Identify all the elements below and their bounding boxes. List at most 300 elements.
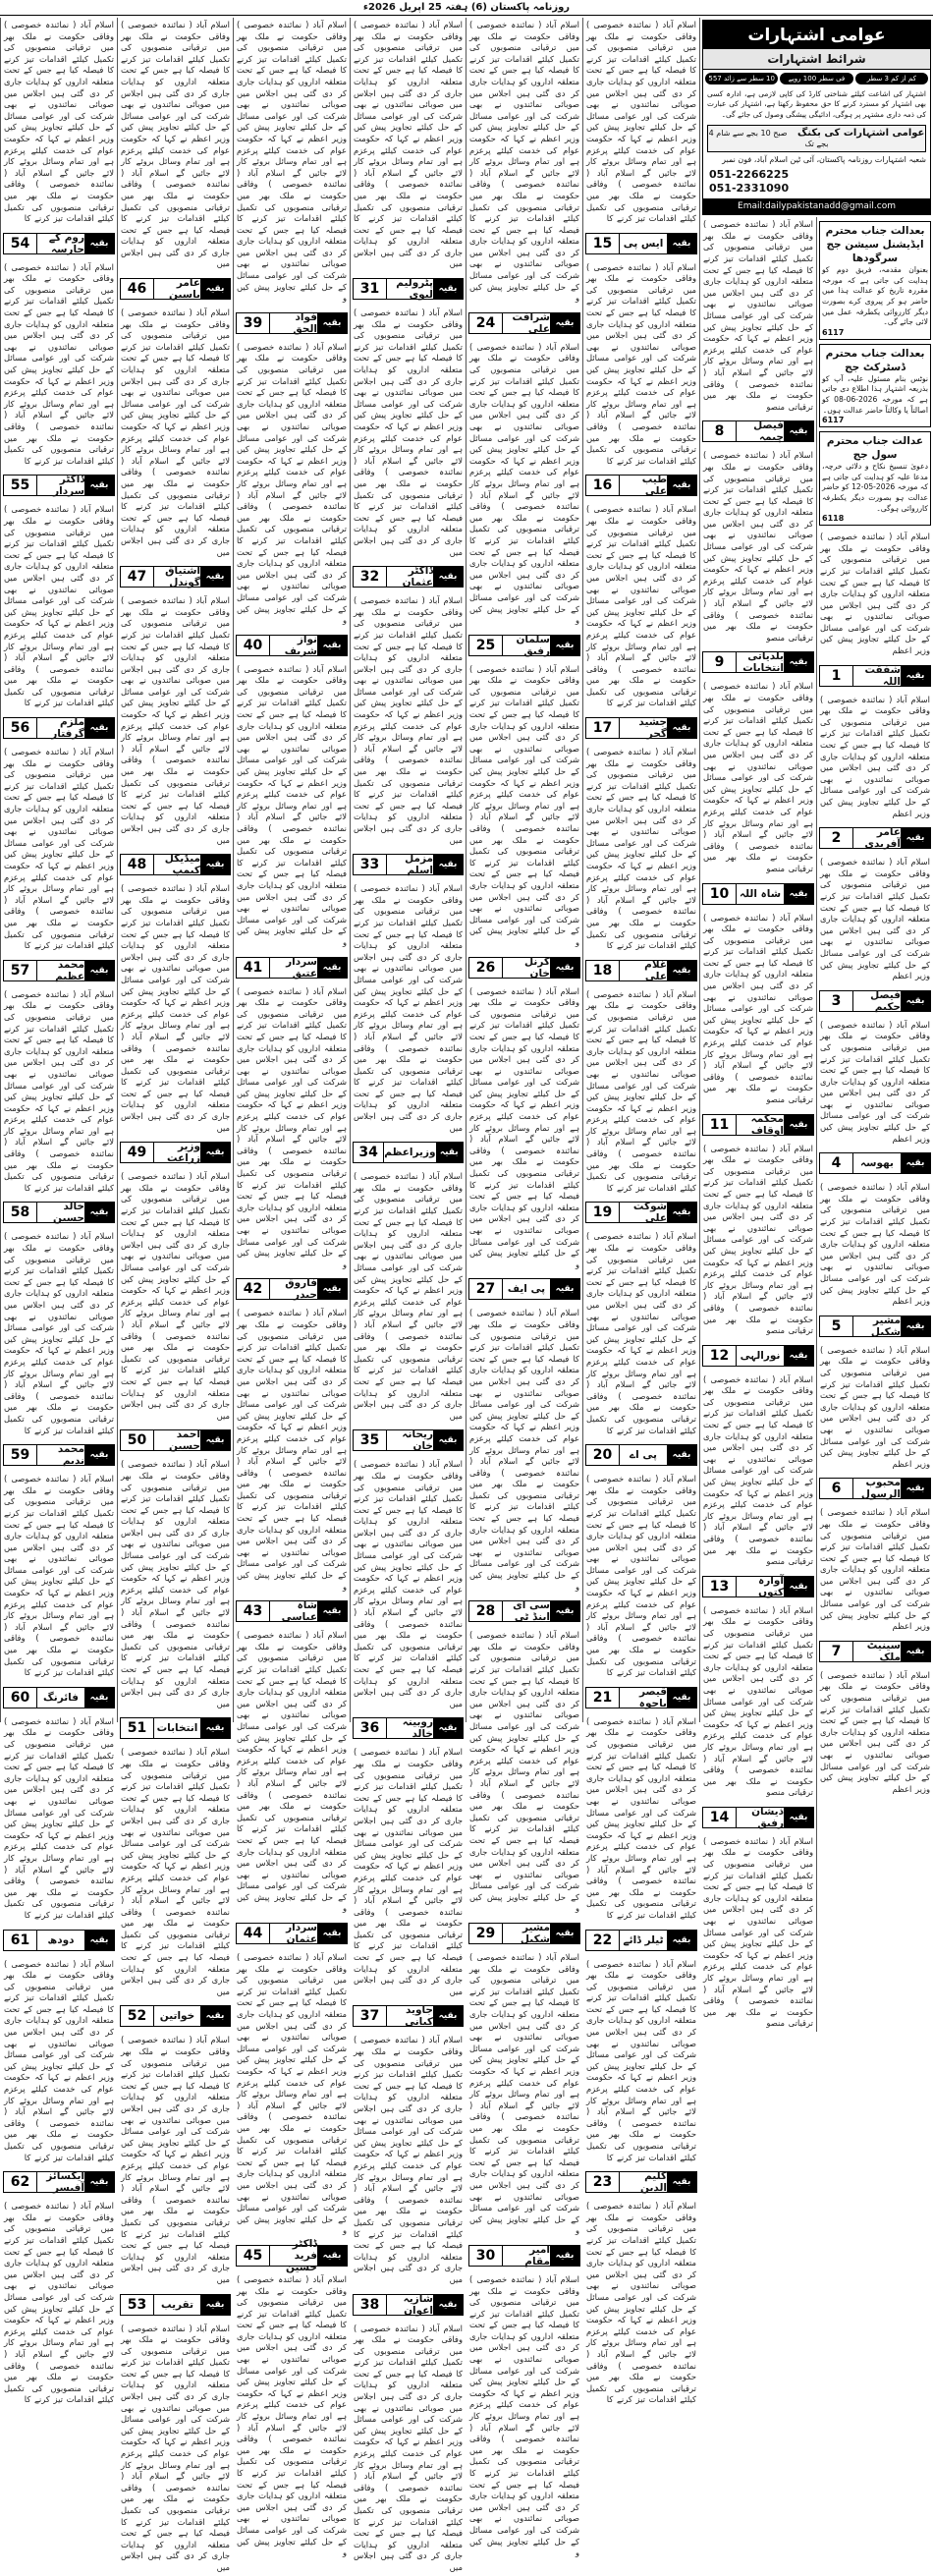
continuation-tag: بقیہ — [317, 636, 347, 655]
continuation-tag: بقیہ — [784, 1115, 813, 1135]
continuation-tag: بقیہ — [784, 884, 813, 904]
court-notice — [819, 431, 931, 526]
continuation-title: جاوید کیانی — [387, 2006, 433, 2026]
continuation-title: غلام علی — [620, 961, 667, 980]
continuation-tag: بقیہ — [84, 718, 114, 738]
continuation-title: پٹرولیم لیوی — [387, 279, 433, 299]
column-5 — [466, 18, 582, 2558]
article-text: اسلام آباد ( نمائندہ خصوصی ) وفاقی حکومت نے ملک بھر میں ترقیاتی منصوبوں کی تکمیل کیلئے اقدامات تیز کرنے کا فیصلہ کیا ہے جس کے تحت متعلقہ اداروں کو ہدایات جاری کر دی گئی ہیں اجلاس میں صوبائی نمائندوں نے بھی شرکت کی اور عوامی مسائل کے حل کیلئے تجاویز پیش کیں وزیر اعظم نے کہا کہ حکومت عوام کی خدمت کیلئے پرعزم ہے اور تمام وسائل بروئے کار لائے جائیں گے اسلام آباد ( نمائندہ خصوصی ) وفاقی حکومت نے ملک بھر میں ترقیاتی منصوبوں کی تکمیل کیلئے اقدامات تیز کرنے کا — [4, 20, 114, 224]
article-text: اسلام آباد ( نمائندہ خصوصی ) وفاقی حکومت نے ملک بھر میں ترقیاتی منصوبوں کی تکمیل کیلئے اقدامات تیز کرنے کا فیصلہ کیا ہے جس کے تحت متعلقہ اداروں کو ہدایات جاری کر دی گئی ہیں اجلاس میں صوبائی نمائندوں نے بھی شرکت کی اور عوامی مسائل کے حل کیلئے تجاویز پیش کیں وزیر اعظم — [820, 857, 930, 981]
continuation-title: امیر مقام — [503, 2246, 550, 2266]
continuation-header — [702, 1114, 814, 1136]
continuation-title: عامر یاسین — [154, 279, 200, 299]
continuation-number: 3 — [820, 991, 853, 1011]
continuation-title: مشیر شکیل — [503, 1924, 550, 1943]
article-text: اسلام آباد ( نمائندہ خصوصی ) وفاقی حکومت نے ملک بھر میں ترقیاتی منصوبوں کی تکمیل کیلئے اقدامات تیز کرنے کا فیصلہ کیا ہے جس کے تحت متعلقہ اداروں کو ہدایات جاری کر دی گئی ہیں اجلاس میں صوبائی نمائندوں نے بھی شرکت کی اور عوامی مسائل کے حل کیلئے تجاویز پیش کیں وزیر اعظم نے کہا کہ حکومت عوام کی خدمت کیلئے پرعزم ہے اور تمام وسائل بروئے کار لائے جائیں گے اسلام آباد ( نمائندہ خصوصی ) وفاقی حکومت نے ملک بھر میں ترقیاتی منصوبوں کی تکمیل کیلئے اقدامات تیز کرنے کا — [586, 988, 696, 1193]
continuation-tag: بقیہ — [901, 1153, 930, 1173]
article-text: اسلام آباد ( نمائندہ خصوصی ) وفاقی حکومت نے ملک بھر میں ترقیاتی منصوبوں کی تکمیل کیلئے اقدامات تیز کرنے کا فیصلہ کیا ہے جس کے تحت متعلقہ اداروں کو ہدایات جاری کر دی گئی ہیں اجلاس میں صوبائی نمائندوں نے بھی شرکت کی اور عوامی مسائل کے حل کیلئے تجاویز پیش کیں وزیر اعظم — [820, 694, 930, 818]
continuation-title: خواتین — [154, 2006, 200, 2026]
ads-column — [699, 18, 933, 2029]
continuation-header — [120, 1717, 231, 1739]
continuation-tag: بقیہ — [84, 2172, 114, 2192]
continuation-title: محمد ندیم — [37, 1445, 84, 1465]
continuation-header — [702, 651, 814, 673]
continuation-tag: بقیہ — [433, 567, 463, 587]
continuation-title: خالد حسین — [37, 1203, 84, 1222]
continuation-header — [585, 2171, 697, 2193]
continuation-tag: بقیہ — [436, 1143, 463, 1162]
continuation-number: 18 — [586, 961, 620, 980]
article-text: اسلام آباد ( نمائندہ خصوصی ) وفاقی حکومت نے ملک بھر میں ترقیاتی منصوبوں کی تکمیل کیلئے اقدامات تیز کرنے کا فیصلہ کیا ہے جس کے تحت متعلقہ اداروں کو ہدایات جاری کر دی گئی ہیں اجلاس میں صوبائی نمائندوں نے بھی شرکت کی اور عوامی مسائل کے حل کیلئے تجاویز پیش کیں وزیر اعظم نے کہا کہ حکومت عوام کی خدمت کیلئے پرعزم ہے اور تمام وسائل بروئے کار لائے جائیں گے اسلام آباد ( نمائندہ خصوصی ) وفاقی حکومت نے ملک بھر میں ترقیاتی منصوبوں کی تکمیل کیلئے اقدامات تیز کرنے کا فیصلہ کیا ہے جس کے تحت متعلقہ اداروں کو ہدایات جاری کر دی گئی ہیں اجلاس میں — [354, 1747, 463, 1996]
continuation-title: نواز شریف — [270, 636, 317, 655]
continuation-header — [3, 233, 115, 254]
court-heading: بعدالت جناب محترم ایڈیشنل سیشن جج سرگودھا — [825, 225, 925, 265]
continuation-tag: بقیہ — [901, 1642, 930, 1661]
continuation-number: 4 — [820, 1153, 853, 1173]
continuation-header — [585, 1202, 697, 1223]
continuation-number: 9 — [703, 652, 737, 672]
continuation-header — [3, 1202, 115, 1223]
article-text: اسلام آباد ( نمائندہ خصوصی ) وفاقی حکومت نے ملک بھر میں ترقیاتی منصوبوں کی تکمیل کیلئے اقدامات تیز کرنے کا فیصلہ کیا ہے جس کے تحت متعلقہ اداروں کو ہدایات جاری کر دی گئی ہیں اجلاس میں صوبائی نمائندوں نے بھی شرکت کی اور عوامی مسائل کے حل کیلئے تجاویز پیش کیں وزیر اعظم نے کہا کہ حکومت عوام کی خدمت کیلئے پرعزم ہے اور تمام وسائل بروئے کار لائے جائیں گے اسلام آباد ( نمائندہ خصوصی ) وفاقی حکومت نے ملک بھر میں ترقیاتی منصو — [703, 912, 813, 1104]
phone-number: 051-2266225 — [709, 168, 790, 182]
continuation-number: 47 — [121, 567, 154, 587]
continuation-number: 32 — [354, 567, 387, 587]
continuation-header — [353, 1142, 464, 1163]
continuation-header — [468, 2245, 580, 2267]
continuation-header — [120, 2294, 231, 2316]
continuation-title: پی اے — [620, 1445, 667, 1465]
booking-title: عوامی اشتہارات کی بکنگ — [797, 128, 925, 140]
continuation-number: 50 — [121, 1430, 154, 1450]
continuation-title: روبینہ خالد — [387, 1718, 433, 1738]
continuation-header — [353, 2005, 464, 2027]
continuation-title: قیصر باجوہ — [620, 1688, 667, 1708]
continuation-number: 46 — [121, 279, 154, 299]
ads-heading: عوامی اشتہارات — [703, 21, 930, 49]
continuation-title: جشید گجر — [620, 718, 667, 738]
continuation-tag: بقیہ — [550, 636, 579, 655]
continuation-number: 13 — [703, 1577, 737, 1596]
continuation-tag: بقیہ — [433, 2006, 463, 2026]
article-text: اسلام آباد ( نمائندہ خصوصی ) وفاقی حکومت نے ملک بھر میں ترقیاتی منصوبوں کی تکمیل کیلئے اقدامات تیز کرنے کا فیصلہ کیا ہے جس کے تحت متعلقہ اداروں کو ہدایات جاری کر دی گئی ہیں اجلاس میں صوبائی نمائندوں نے بھی شرکت کی اور عوامی مسائل کے حل کیلئے تجاویز پیش کیں وزیر اعظم نے کہا کہ حکومت عوام کی خدمت کیلئے پرعزم ہے اور تمام وسائل بروئے کار لائے جائیں گے اسلام آباد ( نمائندہ خصوصی ) وفاقی حکومت نے ملک بھر میں ترقیاتی منصوبوں کی تکمیل کیلئے اقدامات تیز کرنے کا فیصلہ کیا ہے جس کے تحت متعلقہ اداروں کو ہدایات جاری کر دی گئی ہیں اجلاس میں — [121, 1747, 230, 1996]
continuation-number: 48 — [121, 855, 154, 874]
article-text: اسلام آباد ( نمائندہ خصوصی ) وفاقی حکومت نے ملک بھر میں ترقیاتی منصوبوں کی تکمیل کیلئے اقدامات تیز کرنے کا فیصلہ کیا ہے جس کے تحت متعلقہ اداروں کو ہدایات جاری کر دی گئی ہیں اجلاس میں صوبائی نمائندوں نے بھی شرکت کی اور عوامی مسائل کے حل کیلئے تجاویز پیش کیں وزیر اعظم نے کہا کہ حکومت عوام کی خدمت کیلئے پرعزم ہے اور تمام وسائل بروئے کار لائے جائیں گے اسلام آباد ( نمائندہ خصوصی ) وفاقی حکومت نے ملک بھر میں ترقیاتی منصوبوں کی تکمیل کیلئے اقدامات تیز کرنے کا فیصلہ کیا ہے جس کے تحت متعلقہ اداروں کو ہدایات جاری کر دی گئی ہیں اجلاس میں — [354, 1171, 463, 1421]
article-text: اسلام آباد ( نمائندہ خصوصی ) وفاقی حکومت نے ملک بھر میں ترقیاتی منصوبوں کی تکمیل کیلئے اقدامات تیز کرنے کا فیصلہ کیا ہے جس کے تحت متعلقہ اداروں کو ہدایات جاری کر دی گئی ہیں اجلاس میں صوبائی نمائندوں نے بھی شرکت کی اور عوامی مسائل کے حل کیلئے تجاویز پیش کیں وزیر اعظم نے کہا کہ حکومت عوام کی خدمت کیلئے پرعزم ہے اور تمام وسائل بروئے کار لائے جائیں گے اسلام آباد ( نمائندہ خصوصی ) وفاقی حکومت نے ملک بھر میں ترقیاتی منصو — [703, 450, 813, 643]
article-text: اسلام آباد ( نمائندہ خصوصی ) وفاقی حکومت نے ملک بھر میں ترقیاتی منصوبوں کی تکمیل کیلئے اقدامات تیز کرنے کا فیصلہ کیا ہے جس کے تحت متعلقہ اداروں کو ہدایات جاری کر دی گئی ہیں اجلاس میں صوبائی نمائندوں نے بھی شرکت کی اور عوامی مسائل کے حل کیلئے تجاویز پیش کیں وزیر اعظم نے کہا کہ حکومت عوام کی خدمت کیلئے پرعزم ہے اور تمام وسائل بروئے کار لائے جائیں گے اسلام آباد ( نمائندہ خصوصی ) وفاقی حکومت نے ملک بھر میں ترقیاتی منصوبوں کی تکمیل کیلئے اقدامات تیز کرنے کا فیصلہ کیا ہے جس کے تحت متعلقہ اداروں کو ہدایات جاری کر دی گئی ہیں اجلاس میں صوبائی نمائندوں نے بھی شرکت کی اور عوامی مسائل کے حل کیلئے تجاویز پیش کیں و — [237, 985, 347, 1269]
continuation-tag: بقیہ — [317, 1601, 347, 1621]
continuation-header — [120, 1429, 231, 1451]
continuation-number: 21 — [586, 1688, 620, 1708]
continuation-number: 25 — [469, 636, 503, 655]
continuation-tag: بقیہ — [667, 234, 696, 253]
continuation-tag: بقیہ — [200, 1143, 230, 1162]
continuation-number: 26 — [469, 958, 503, 978]
continuation-tag: بقیہ — [901, 1316, 930, 1336]
continuation-header — [353, 2294, 464, 2316]
article-text: اسلام آباد ( نمائندہ خصوصی ) وفاقی حکومت نے ملک بھر میں ترقیاتی منصوبوں کی تکمیل کیلئے اقدامات تیز کرنے کا فیصلہ کیا ہے جس کے تحت متعلقہ اداروں کو ہدایات جاری کر دی گئی ہیں اجلاس میں صوبائی نمائندوں نے بھی شرکت کی اور عوامی مسائل کے حل کیلئے تجاویز پیش کیں وزیر اعظم نے کہا کہ حکومت عوام کی خدمت کیلئے پرعزم ہے اور تمام وسائل بروئے کار لائے جائیں گے اسلام آباد ( نمائندہ خصوصی ) وفاقی حکومت نے ملک بھر میں ترقیاتی منصوبوں کی تکمیل کیلئے اقدامات تیز کرنے کا فیصلہ کیا ہے جس کے تحت متعلقہ اداروں کو ہدایات جاری کر دی گئی ہیں اجلاس میں — [121, 883, 230, 1133]
continuation-title: ڈاکٹر عثمان — [387, 567, 433, 587]
continuation-number: 20 — [586, 1445, 620, 1465]
continuation-title: وزیر زراعت — [154, 1143, 200, 1162]
continuation-title: پی ایف — [503, 1279, 550, 1299]
continuation-tag: بقیہ — [901, 828, 930, 848]
column-7 — [700, 217, 816, 2032]
continuation-title: ریحانہ خان — [387, 1430, 433, 1450]
continuation-number: 23 — [586, 2172, 620, 2192]
continuation-header — [120, 2005, 231, 2027]
article-text: اسلام آباد ( نمائندہ خصوصی ) وفاقی حکومت نے ملک بھر میں ترقیاتی منصوبوں کی تکمیل کیلئے اقدامات تیز کرنے کا فیصلہ کیا ہے جس کے تحت متعلقہ اداروں کو ہدایات جاری کر دی گئی ہیں اجلاس میں صوبائی نمائندوں نے بھی شرکت کی اور عوامی مسائل کے حل کیلئے تجاویز پیش کیں وزیر اعظم نے کہا کہ حکومت عوام کی خدمت کیلئے پرعزم ہے اور تمام وسائل بروئے کار لائے جائیں گے اسلام آباد ( نمائندہ خصوصی ) وفاقی حکومت نے ملک بھر میں ترقیاتی منصوبوں کی تکمیل کیلئے اقدامات تیز کرنے کا — [4, 261, 114, 466]
court-footer: 6117 — [822, 416, 845, 425]
continuation-tag: بقیہ — [200, 1430, 230, 1450]
continuation-header — [236, 635, 348, 656]
continuation-number: 6 — [820, 1479, 853, 1498]
continuation-tag: بقیہ — [433, 279, 463, 299]
article-text: اسلام آباد ( نمائندہ خصوصی ) وفاقی حکومت نے ملک بھر میں ترقیاتی منصوبوں کی تکمیل کیلئے اقدامات تیز کرنے کا فیصلہ کیا ہے جس کے تحت متعلقہ اداروں کو ہدایات جاری کر دی گئی ہیں اجلاس میں صوبائی نمائندوں نے بھی شرکت کی اور عوامی مسائل کے حل کیلئے تجاویز پیش کیں وزیر اعظم نے کہا کہ حکومت عوام کی خدمت کیلئے پرعزم ہے اور تمام وسائل بروئے کار لائے جائیں گے اسلام آباد ( نمائندہ خصوصی ) وفاقی حکومت نے ملک بھر میں ترقیاتی منصو — [703, 219, 813, 412]
article-text: اسلام آباد ( نمائندہ خصوصی ) وفاقی حکومت نے ملک بھر میں ترقیاتی منصوبوں کی تکمیل کیلئے اقدامات تیز کرنے کا فیصلہ کیا ہے جس کے تحت متعلقہ اداروں کو ہدایات جاری کر دی گئی ہیں اجلاس میں صوبائی نمائندوں نے بھی شرکت کی اور عوامی مسائل کے حل کیلئے تجاویز پیش کیں وزیر اعظم نے کہا کہ حکومت عوام کی خدمت کیلئے پرعزم ہے اور تمام وسائل بروئے کار لائے جائیں گے اسلام آباد ( نمائندہ خصوصی ) وفاقی حکومت نے ملک بھر میں ترقیاتی منصوبوں کی تکمیل کیلئے اقدامات تیز کرنے کا فیصلہ کیا ہے جس کے تحت متعلقہ اداروں کو ہدایات جاری کر دی گئی ہیں اجلاس میں — [354, 1459, 463, 1708]
article-text: اسلام آباد ( نمائندہ خصوصی ) وفاقی حکومت نے ملک بھر میں ترقیاتی منصوبوں کی تکمیل کیلئے اقدامات تیز کرنے کا فیصلہ کیا ہے جس کے تحت متعلقہ اداروں کو ہدایات جاری کر دی گئی ہیں اجلاس میں صوبائی نمائندوں نے بھی شرکت کی اور عوامی مسائل کے حل کیلئے تجاویز پیش کیں وزیر اعظم نے کہا کہ حکومت عوام کی خدمت کیلئے پرعزم ہے اور تمام وسائل بروئے کار لائے جائیں گے اسلام آباد ( نمائندہ خصوصی ) وفاقی حکومت نے ملک بھر میں ترقیاتی منصوبوں کی تکمیل کیلئے اقدامات تیز کرنے کا فیصلہ کیا ہے جس کے تحت متعلقہ اداروں کو ہدایات جاری کر دی گئی ہیں اجلاس میں — [354, 20, 463, 269]
continuation-tag: بقیہ — [550, 1924, 579, 1943]
continuation-tag: بقیہ — [784, 1346, 813, 1366]
article-text: اسلام آباد ( نمائندہ خصوصی ) وفاقی حکومت نے ملک بھر میں ترقیاتی منصوبوں کی تکمیل کیلئے اقدامات تیز کرنے کا فیصلہ کیا ہے جس کے تحت متعلقہ اداروں کو ہدایات جاری کر دی گئی ہیں اجلاس میں صوبائی نمائندوں نے بھی شرکت کی اور عوامی مسائل کے حل کیلئے تجاویز پیش کیں وزیر اعظم — [820, 1507, 930, 1632]
article-text: اسلام آباد ( نمائندہ خصوصی ) وفاقی حکومت نے ملک بھر میں ترقیاتی منصوبوں کی تکمیل کیلئے اقدامات تیز کرنے کا فیصلہ کیا ہے جس کے تحت متعلقہ اداروں کو ہدایات جاری کر دی گئی ہیں اجلاس میں صوبائی نمائندوں نے بھی شرکت کی اور عوامی مسائل کے حل کیلئے تجاویز پیش کیں وزیر اعظم نے کہا کہ حکومت عوام کی خدمت کیلئے پرعزم ہے اور تمام وسائل بروئے کار لائے جائیں گے اسلام آباد ( نمائندہ خصوصی ) وفاقی حکومت نے ملک بھر میں ترقیاتی منصوبوں کی تکمیل کیلئے اقدامات تیز کرنے کا — [4, 1715, 114, 1920]
continuation-number: 30 — [469, 2246, 503, 2266]
continuation-title: اشتیاق گوندل — [154, 567, 200, 587]
continuation-number: 16 — [586, 476, 620, 495]
article-text: اسلام آباد ( نمائندہ خصوصی ) وفاقی حکومت نے ملک بھر میں ترقیاتی منصوبوں کی تکمیل کیلئے اقدامات تیز کرنے کا فیصلہ کیا ہے جس کے تحت متعلقہ اداروں کو ہدایات جاری کر دی گئی ہیں اجلاس میں صوبائی نمائندوں نے بھی شرکت کی اور عوامی مسائل کے حل کیلئے تجاویز پیش کیں وزیر اعظم — [820, 532, 930, 656]
continuation-tag: بقیہ — [84, 961, 114, 980]
continuation-number: 1 — [820, 666, 853, 686]
article-text: اسلام آباد ( نمائندہ خصوصی ) وفاقی حکومت نے ملک بھر میں ترقیاتی منصوبوں کی تکمیل کیلئے اقدامات تیز کرنے کا فیصلہ کیا ہے جس کے تحت متعلقہ اداروں کو ہدایات جاری کر دی گئی ہیں اجلاس میں صوبائی نمائندوں نے بھی شرکت کی اور عوامی مسائل کے حل کیلئے تجاویز پیش کیں وزیر اعظم نے کہا کہ حکومت عوام کی خدمت کیلئے پرعزم ہے اور تمام وسائل بروئے کار لائے جائیں گے اسلام آباد ( نمائندہ خصوصی ) وفاقی حکومت نے ملک بھر میں ترقیاتی منصوبوں کی تکمیل کیلئے اقدامات تیز کرنے کا — [586, 20, 696, 224]
continuation-tag: بقیہ — [200, 855, 230, 874]
continuation-title: ڈاکٹر سردار — [37, 476, 84, 495]
continuation-header — [3, 1687, 115, 1708]
continuation-number: 29 — [469, 1924, 503, 1943]
continuation-number: 14 — [703, 1808, 737, 1827]
article-text: اسلام آباد ( نمائندہ خصوصی ) وفاقی حکومت نے ملک بھر میں ترقیاتی منصوبوں کی تکمیل کیلئے اقدامات تیز کرنے کا فیصلہ کیا ہے جس کے تحت متعلقہ اداروں کو ہدایات جاری کر دی گئی ہیں اجلاس میں صوبائی نمائندوں نے بھی شرکت کی اور عوامی مسائل کے حل کیلئے تجاویز پیش کیں وزیر اعظم نے کہا کہ حکومت عوام کی خدمت کیلئے پرعزم ہے اور تمام وسائل بروئے کار لائے جائیں گے اسلام آباد ( نمائندہ خصوصی ) وفاقی حکومت نے ملک بھر میں ترقیاتی منصوبوں کی تکمیل کیلئے اقدامات تیز کرنے کا — [4, 1474, 114, 1678]
continuation-number: 27 — [469, 1279, 503, 1299]
continuation-tag: بقیہ — [667, 718, 696, 738]
continuation-number: 40 — [237, 636, 270, 655]
continuation-tag: بقیہ — [84, 476, 114, 495]
continuation-number: 24 — [469, 313, 503, 333]
continuation-tag: بقیہ — [200, 1718, 230, 1738]
article-text: اسلام آباد ( نمائندہ خصوصی ) وفاقی حکومت نے ملک بھر میں ترقیاتی منصوبوں کی تکمیل کیلئے اقدامات تیز کرنے کا فیصلہ کیا ہے جس کے تحت متعلقہ اداروں کو ہدایات جاری کر دی گئی ہیں اجلاس میں صوبائی نمائندوں نے بھی شرکت کی اور عوامی مسائل کے حل کیلئے تجاویز پیش کیں وزیر اعظم نے کہا کہ حکومت عوام کی خدمت کیلئے پرعزم ہے اور تمام وسائل بروئے کار لائے جائیں گے اسلام آباد ( نمائندہ خصوصی ) وفاقی حکومت نے ملک بھر میں ترقیاتی منصوبوں کی تکمیل کیلئے اقدامات تیز کرنے کا — [4, 1958, 114, 2162]
continuation-header — [3, 475, 115, 496]
continuation-number: 41 — [237, 958, 270, 978]
article-text: اسلام آباد ( نمائندہ خصوصی ) وفاقی حکومت نے ملک بھر میں ترقیاتی منصوبوں کی تکمیل کیلئے اقدامات تیز کرنے کا فیصلہ کیا ہے جس کے تحت متعلقہ اداروں کو ہدایات جاری کر دی گئی ہیں اجلاس میں صوبائی نمائندوں نے بھی شرکت کی اور عوامی مسائل کے حل کیلئے تجاویز پیش کیں وزیر اعظم نے کہا کہ حکومت عوام کی خدمت کیلئے پرعزم ہے اور تمام وسائل بروئے کار لائے جائیں گے اسلام آباد ( نمائندہ خصوصی ) وفاقی حکومت نے ملک بھر میں ترقیاتی منصوبوں کی تکمیل کیلئے اقدامات تیز کرنے کا — [586, 504, 696, 708]
continuation-title: ٹیلر ڈائے — [620, 1931, 667, 1950]
continuation-header — [585, 475, 697, 496]
continuation-tag: بقیہ — [317, 958, 347, 978]
continuation-tag: بقیہ — [200, 2006, 230, 2026]
continuation-header — [3, 960, 115, 981]
article-text: اسلام آباد ( نمائندہ خصوصی ) وفاقی حکومت نے ملک بھر میں ترقیاتی منصوبوں کی تکمیل کیلئے اقدامات تیز کرنے کا فیصلہ کیا ہے جس کے تحت متعلقہ اداروں کو ہدایات جاری کر دی گئی ہیں اجلاس میں صوبائی نمائندوں نے بھی شرکت کی اور عوامی مسائل کے حل کیلئے تجاویز پیش کیں وزیر اعظم نے کہا کہ حکومت عوام کی خدمت کیلئے پرعزم ہے اور تمام وسائل بروئے کار لائے جائیں گے اسلام آباد ( نمائندہ خصوصی ) وفاقی حکومت نے ملک بھر میں ترقیاتی منصوبوں کی تکمیل کیلئے اقدامات تیز کرنے کا فیصلہ کیا ہے جس کے تحت متعلقہ اداروں کو ہدایات جاری کر دی گئی ہیں اجلاس میں صوبائی نمائندوں نے بھی شرکت کی اور عوامی مسائل کے حل کیلئے تجاویز پیش کیں و — [237, 1630, 347, 1914]
continuation-tag: بقیہ — [84, 1688, 114, 1708]
continuation-tag: بقیہ — [784, 421, 813, 441]
continuation-number: 55 — [4, 476, 37, 495]
continuation-header — [468, 1923, 580, 1944]
continuation-tag: بقیہ — [550, 313, 579, 333]
continuation-title: سردار عثمان — [270, 1924, 317, 1943]
continuation-title: طیب علی — [620, 476, 667, 495]
continuation-header — [819, 1316, 931, 1337]
continuation-title: عامر آفریدی — [853, 828, 901, 848]
continuation-header — [236, 1278, 348, 1300]
continuation-tag: بقیہ — [667, 1931, 696, 1950]
continuation-header — [468, 312, 580, 334]
continuation-number: 62 — [4, 2172, 37, 2192]
continuation-tag: بقیہ — [200, 567, 230, 587]
continuation-number: 31 — [354, 279, 387, 299]
court-notice — [819, 221, 931, 340]
continuation-header — [353, 1429, 464, 1451]
courts-column — [816, 217, 933, 2032]
continuation-title: ذیشان رفیق — [737, 1808, 784, 1827]
article-text: اسلام آباد ( نمائندہ خصوصی ) وفاقی حکومت نے ملک بھر میں ترقیاتی منصوبوں کی تکمیل کیلئے اقدامات تیز کرنے کا فیصلہ کیا ہے جس کے تحت متعلقہ اداروں کو ہدایات جاری کر دی گئی ہیں اجلاس میں صوبائی نمائندوں نے بھی شرکت کی اور عوامی مسائل کے حل کیلئے تجاویز پیش کیں وزیر اعظم نے کہا کہ حکومت عوام کی خدمت کیلئے پرعزم ہے اور تمام وسائل بروئے کار لائے جائیں گے اسلام آباد ( نمائندہ خصوصی ) وفاقی حکومت نے ملک بھر میں ترقیاتی منصوبوں کی تکمیل کیلئے اقدامات تیز کرنے کا — [4, 2201, 114, 2405]
continuation-tag: بقیہ — [84, 1445, 114, 1465]
article-text: اسلام آباد ( نمائندہ خصوصی ) وفاقی حکومت نے ملک بھر میں ترقیاتی منصوبوں کی تکمیل کیلئے اقدامات تیز کرنے کا فیصلہ کیا ہے جس کے تحت متعلقہ اداروں کو ہدایات جاری کر دی گئی ہیں اجلاس میں صوبائی نمائندوں نے بھی شرکت کی اور عوامی مسائل کے حل کیلئے تجاویز پیش کیں وزیر اعظم نے کہا کہ حکومت عوام کی خدمت کیلئے پرعزم ہے اور تمام وسائل بروئے کار لائے جائیں گے اسلام آباد ( نمائندہ خصوصی ) وفاقی حکومت نے ملک بھر میں ترقیاتی منصوبوں کی تکمیل کیلئے اقدامات تیز کرنے کا — [4, 988, 114, 1193]
continuation-title: محمد عظیم — [37, 961, 84, 980]
continuation-header — [120, 278, 231, 300]
continuation-title: سی ای اینڈ ٹی — [503, 1601, 550, 1621]
continuation-title: فاروق حیدر — [270, 1279, 317, 1299]
continuation-tag: بقیہ — [200, 2295, 230, 2315]
continuation-number: 54 — [4, 234, 37, 253]
continuation-tag: بقیہ — [200, 279, 230, 299]
article-text: اسلام آباد ( نمائندہ خصوصی ) وفاقی حکومت نے ملک بھر میں ترقیاتی منصوبوں کی تکمیل کیلئے اقدامات تیز کرنے کا فیصلہ کیا ہے جس کے تحت متعلقہ اداروں کو ہدایات جاری کر دی گئی ہیں اجلاس میں صوبائی نمائندوں نے بھی شرکت کی اور عوامی مسائل کے حل کیلئے تجاویز پیش کیں وزیر اعظم نے کہا کہ حکومت عوام کی خدمت کیلئے پرعزم ہے اور تمام وسائل بروئے کار لائے جائیں گے اسلام آباد ( نمائندہ خصوصی ) وفاقی حکومت نے ملک بھر میں ترقیاتی منصوبوں کی تکمیل کیلئے اقدامات تیز کرنے کا فیصلہ کیا ہے جس کے تحت متعلقہ اداروں کو ہدایات جاری کر دی گئی ہیں اجلاس میں — [354, 308, 463, 557]
continuation-tag: بقیہ — [667, 1203, 696, 1222]
continuation-header — [120, 566, 231, 588]
continuation-header — [585, 233, 697, 254]
column-2 — [117, 18, 233, 2572]
article-text: اسلام آباد ( نمائندہ خصوصی ) وفاقی حکومت نے ملک بھر میں ترقیاتی منصوبوں کی تکمیل کیلئے اقدامات تیز کرنے کا فیصلہ کیا ہے جس کے تحت متعلقہ اداروں کو ہدایات جاری کر دی گئی ہیں اجلاس میں صوبائی نمائندوں نے بھی شرکت کی اور عوامی مسائل کے حل کیلئے تجاویز پیش کیں وزیر اعظم نے کہا کہ حکومت عوام کی خدمت کیلئے پرعزم ہے اور تمام وسائل بروئے کار لائے جائیں گے اسلام آباد ( نمائندہ خصوصی ) وفاقی حکومت نے ملک بھر میں ترقیاتی منصوبوں کی تکمیل کیلئے اقدامات تیز کرنے کا فیصلہ کیا ہے جس کے تحت متعلقہ اداروں کو ہدایات جاری کر دی گئی ہیں اجلاس میں — [121, 1171, 230, 1421]
continuation-tag: بقیہ — [667, 961, 696, 980]
continuation-tag: بقیہ — [667, 476, 696, 495]
continuation-number: 37 — [354, 2006, 387, 2026]
continuation-title: ایس پی — [620, 234, 667, 253]
continuation-title: تقریب — [154, 2295, 200, 2315]
booking-hours: صبح 10 بجے سے شام 4 بجے تک — [708, 129, 829, 149]
article-text: اسلام آباد ( نمائندہ خصوصی ) وفاقی حکومت نے ملک بھر میں ترقیاتی منصوبوں کی تکمیل کیلئے اقدامات تیز کرنے کا فیصلہ کیا ہے جس کے تحت متعلقہ اداروں کو ہدایات جاری کر دی گئی ہیں اجلاس میں صوبائی نمائندوں نے بھی شرکت کی اور عوامی مسائل کے حل کیلئے تجاویز پیش کیں وزیر اعظم نے کہا کہ حکومت عوام کی خدمت کیلئے پرعزم ہے اور تمام وسائل بروئے کار لائے جائیں گے اسلام آباد ( نمائندہ خصوصی ) وفاقی حکومت نے ملک بھر میں ترقیاتی منصو — [703, 1835, 813, 2029]
continuation-number: 19 — [586, 1203, 620, 1222]
continuation-tag: بقیہ — [433, 855, 463, 874]
continuation-title: ملزم گرفتار — [37, 718, 84, 738]
continuation-tag: بقیہ — [901, 1479, 930, 1498]
continuation-number: 35 — [354, 1430, 387, 1450]
continuation-number: 42 — [237, 1279, 270, 1299]
continuation-tag: بقیہ — [433, 1430, 463, 1450]
continuation-tag: بقیہ — [667, 1688, 696, 1708]
article-text: اسلام آباد ( نمائندہ خصوصی ) وفاقی حکومت نے ملک بھر میں ترقیاتی منصوبوں کی تکمیل کیلئے اقدامات تیز کرنے کا فیصلہ کیا ہے جس کے تحت متعلقہ اداروں کو ہدایات جاری کر دی گئی ہیں اجلاس میں صوبائی نمائندوں نے بھی شرکت کی اور عوامی مسائل کے حل کیلئے تجاویز پیش کیں وزیر اعظم — [820, 1019, 930, 1144]
continuation-tag: بقیہ — [84, 234, 114, 253]
ads-terms: اشتہار کی اشاعت کیلئے شناختی کارڈ کی کاپی لازمی ہے، ادارہ کسی بھی اشتہار کو مسترد کرنے کا حق محفوظ رکھتا ہے، اشتہار کی عبارت کی ذمہ داری مشتہر پر ہوگی، ادائیگی پیشگی وصول کی جائے گی۔ — [707, 89, 926, 119]
rate-item: 10 سطر سے زائد 557 — [705, 73, 778, 84]
continuation-number: 5 — [820, 1316, 853, 1336]
article-text: اسلام آباد ( نمائندہ خصوصی ) وفاقی حکومت نے ملک بھر میں ترقیاتی منصوبوں کی تکمیل کیلئے اقدامات تیز کرنے کا فیصلہ کیا ہے جس کے تحت متعلقہ اداروں کو ہدایات جاری کر دی گئی ہیں اجلاس میں صوبائی نمائندوں نے بھی شرکت کی اور عوامی مسائل کے حل کیلئے تجاویز پیش کیں وزیر اعظم نے کہا کہ حکومت عوام کی خدمت کیلئے پرعزم ہے اور تمام وسائل بروئے کار لائے جائیں گے اسلام آباد ( نمائندہ خصوصی ) وفاقی حکومت نے ملک بھر میں ترقیاتی منصوبوں کی تکمیل کیلئے اقدامات تیز کرنے کا فیصلہ کیا ہے جس کے تحت متعلقہ اداروں کو ہدایات جاری کر دی گئی ہیں اجلاس میں صوبائی نمائندوں نے بھی شرکت کی اور عوامی مسائل کے حل کیلئے تجاویز پیش کیں و — [469, 20, 579, 304]
continuation-title: شفقت اللہ — [853, 666, 901, 686]
continuation-title: شوکت علی — [620, 1203, 667, 1222]
continuation-number: 53 — [121, 2295, 154, 2315]
continuation-header — [120, 854, 231, 875]
continuation-title: مزمل اسلم — [387, 855, 433, 874]
continuation-title: فائرنگ — [37, 1688, 84, 1708]
continuation-title: محکمہ اوقاف — [737, 1115, 784, 1135]
ads-box — [702, 20, 931, 215]
continuation-number: 10 — [703, 884, 737, 904]
continuation-header — [702, 1807, 814, 1828]
continuation-title: شاہ عباسی — [270, 1601, 317, 1621]
continuation-title: میڈیکل کیمپ — [154, 855, 200, 874]
continuation-number: 56 — [4, 718, 37, 738]
continuation-tag: بقیہ — [550, 2246, 579, 2266]
continuation-number: 2 — [820, 828, 853, 848]
continuation-header — [702, 420, 814, 442]
continuation-header — [585, 717, 697, 739]
article-text: اسلام آباد ( نمائندہ خصوصی ) وفاقی حکومت نے ملک بھر میں ترقیاتی منصوبوں کی تکمیل کیلئے اقدامات تیز کرنے کا فیصلہ کیا ہے جس کے تحت متعلقہ اداروں کو ہدایات جاری کر دی گئی ہیں اجلاس میں صوبائی نمائندوں نے بھی شرکت کی اور عوامی مسائل کے حل کیلئے تجاویز پیش کیں وزیر اعظم نے کہا کہ حکومت عوام کی خدمت کیلئے پرعزم ہے اور تمام وسائل بروئے کار لائے جائیں گے اسلام آباد ( نمائندہ خصوصی ) وفاقی حکومت نے ملک بھر میں ترقیاتی منصو — [703, 681, 813, 873]
continuation-header — [585, 1930, 697, 1951]
continuation-title: ایکسائز آفیسر — [37, 2172, 84, 2192]
continuation-tag: بقیہ — [84, 1931, 114, 1950]
continuation-tag: بقیہ — [317, 313, 347, 333]
continuation-number: 33 — [354, 855, 387, 874]
continuation-header — [236, 1600, 348, 1622]
continuation-number: 12 — [703, 1346, 737, 1366]
continuation-header — [702, 883, 814, 905]
article-text: اسلام آباد ( نمائندہ خصوصی ) وفاقی حکومت نے ملک بھر میں ترقیاتی منصوبوں کی تکمیل کیلئے اقدامات تیز کرنے کا فیصلہ کیا ہے جس کے تحت متعلقہ اداروں کو ہدایات جاری کر دی گئی ہیں اجلاس میں صوبائی نمائندوں نے بھی شرکت کی اور عوامی مسائل کے حل کیلئے تجاویز پیش کیں وزیر اعظم نے کہا کہ حکومت عوام کی خدمت کیلئے پرعزم ہے اور تمام وسائل بروئے کار لائے جائیں گے اسلام آباد ( نمائندہ خصوصی ) وفاقی حکومت نے ملک بھر میں ترقیاتی منصوبوں کی تکمیل کیلئے اقدامات تیز کرنے کا فیصلہ کیا ہے جس کے تحت متعلقہ اداروں کو ہدایات جاری کر دی گئی ہیں اجلاس میں صوبائی نمائندوں نے بھی شرکت کی اور عوامی مسائل کے حل کیلئے تجاویز پیش کیں و — [469, 663, 579, 947]
article-text: اسلام آباد ( نمائندہ خصوصی ) وفاقی حکومت نے ملک بھر میں ترقیاتی منصوبوں کی تکمیل کیلئے اقدامات تیز کرنے کا فیصلہ کیا ہے جس کے تحت متعلقہ اداروں کو ہدایات جاری کر دی گئی ہیں اجلاس میں صوبائی نمائندوں نے بھی شرکت کی اور عوامی مسائل کے حل کیلئے تجاویز پیش کیں وزیر اعظم نے کہا کہ حکومت عوام کی خدمت کیلئے پرعزم ہے اور تمام وسائل بروئے کار لائے جائیں گے اسلام آباد ( نمائندہ خصوصی ) وفاقی حکومت نے ملک بھر میں ترقیاتی منصوبوں کی تکمیل کیلئے اقدامات تیز کرنے کا فیصلہ کیا ہے جس کے تحت متعلقہ اداروں کو ہدایات جاری کر دی گئی ہیں اجلاس میں — [121, 20, 230, 269]
continuation-title: مشیر شکیل — [853, 1316, 901, 1336]
continuation-tag: بقیہ — [317, 2246, 347, 2266]
continuation-tag: بقیہ — [784, 652, 813, 672]
continuation-number: 57 — [4, 961, 37, 980]
continuation-tag: بقیہ — [901, 991, 930, 1011]
phone-label: شعبہ اشتہارات روزنامہ پاکستان، آئی ٹین اسلام آباد، فون نمبر — [722, 155, 926, 165]
article-text: اسلام آباد ( نمائندہ خصوصی ) وفاقی حکومت نے ملک بھر میں ترقیاتی منصوبوں کی تکمیل کیلئے اقدامات تیز کرنے کا فیصلہ کیا ہے جس کے تحت متعلقہ اداروں کو ہدایات جاری کر دی گئی ہیں اجلاس میں صوبائی نمائندوں نے بھی شرکت کی اور عوامی مسائل کے حل کیلئے تجاویز پیش کیں وزیر اعظم نے کہا کہ حکومت عوام کی خدمت کیلئے پرعزم ہے اور تمام وسائل بروئے کار لائے جائیں گے اسلام آباد ( نمائندہ خصوصی ) وفاقی حکومت نے ملک بھر میں ترقیاتی منصوبوں کی تکمیل کیلئے اقدامات تیز کرنے کا فیصلہ کیا ہے جس کے تحت متعلقہ اداروں کو ہدایات جاری کر دی گئی ہیں اجلاس میں صوبائی نمائندوں نے بھی شرکت کی اور عوامی مسائل کے حل کیلئے تجاویز پیش کیں و — [469, 341, 579, 626]
continuation-title: آوارہ کتوں — [737, 1577, 784, 1596]
continuation-number: 15 — [586, 234, 620, 253]
continuation-header — [353, 1717, 464, 1739]
continuation-header — [819, 827, 931, 849]
continuation-tag: بقیہ — [433, 2295, 463, 2315]
continuation-number: 8 — [703, 421, 737, 441]
continuation-title: شاہ اللہ — [737, 884, 784, 904]
continuation-header — [120, 1142, 231, 1163]
article-text: اسلام آباد ( نمائندہ خصوصی ) وفاقی حکومت نے ملک بھر میں ترقیاتی منصوبوں کی تکمیل کیلئے اقدامات تیز کرنے کا فیصلہ کیا ہے جس کے تحت متعلقہ اداروں کو ہدایات جاری کر دی گئی ہیں اجلاس میں صوبائی نمائندوں نے بھی شرکت کی اور عوامی مسائل کے حل کیلئے تجاویز پیش کیں وزیر اعظم نے کہا کہ حکومت عوام کی خدمت کیلئے پرعزم ہے اور تمام وسائل بروئے کار لائے جائیں گے اسلام آباد ( نمائندہ خصوصی ) وفاقی حکومت نے ملک بھر میں ترقیاتی منصوبوں کی تکمیل کیلئے اقدامات تیز کرنے کا — [4, 1231, 114, 1435]
article-text: اسلام آباد ( نمائندہ خصوصی ) وفاقی حکومت نے ملک بھر میں ترقیاتی منصوبوں کی تکمیل کیلئے اقدامات تیز کرنے کا فیصلہ کیا ہے جس کے تحت متعلقہ اداروں کو ہدایات جاری کر دی گئی ہیں اجلاس میں صوبائی نمائندوں نے بھی شرکت کی اور عوامی مسائل کے حل کیلئے تجاویز پیش کیں وزیر اعظم نے کہا کہ حکومت عوام کی خدمت کیلئے پرعزم ہے اور تمام وسائل بروئے کار لائے جائیں گے اسلام آباد ( نمائندہ خصوصی ) وفاقی حکومت نے ملک بھر میں ترقیاتی منصوبوں کی تکمیل کیلئے اقدامات تیز کرنے کا فیصلہ کیا ہے جس کے تحت متعلقہ اداروں کو ہدایات جاری کر دی گئی ہیں اجلاس میں صوبائی نمائندوں نے بھی شرکت کی اور عوامی مسائل کے حل کیلئے تجاویز پیش کیں و — [237, 2273, 347, 2558]
continuation-title: ڈاکٹر فرید حسین — [270, 2246, 317, 2266]
court-footer: 6118 — [822, 514, 845, 524]
continuation-header — [819, 1152, 931, 1174]
article-text: اسلام آباد ( نمائندہ خصوصی ) وفاقی حکومت نے ملک بھر میں ترقیاتی منصوبوں کی تکمیل کیلئے اقدامات تیز کرنے کا فیصلہ کیا ہے جس کے تحت متعلقہ اداروں کو ہدایات جاری کر دی گئی ہیں اجلاس میں صوبائی نمائندوں نے بھی شرکت کی اور عوامی مسائل کے حل کیلئے تجاویز پیش کیں وزیر اعظم نے کہا کہ حکومت عوام کی خدمت کیلئے پرعزم ہے اور تمام وسائل بروئے کار لائے جائیں گے اسلام آباد ( نمائندہ خصوصی ) وفاقی حکومت نے ملک بھر میں ترقیاتی منصوبوں کی تکمیل کیلئے اقدامات تیز کرنے کا فیصلہ کیا ہے جس کے تحت متعلقہ اداروں کو ہدایات جاری کر دی گئی ہیں اجلاس میں صوبائی نمائندوں نے بھی شرکت کی اور عوامی مسائل کے حل کیلئے تجاویز پیش کیں و — [469, 2273, 579, 2558]
article-text: اسلام آباد ( نمائندہ خصوصی ) وفاقی حکومت نے ملک بھر میں ترقیاتی منصوبوں کی تکمیل کیلئے اقدامات تیز کرنے کا فیصلہ کیا ہے جس کے تحت متعلقہ اداروں کو ہدایات جاری کر دی گئی ہیں اجلاس میں صوبائی نمائندوں نے بھی شرکت کی اور عوامی مسائل کے حل کیلئے تجاویز پیش کیں وزیر اعظم نے کہا کہ حکومت عوام کی خدمت کیلئے پرعزم ہے اور تمام وسائل بروئے کار لائے جائیں گے اسلام آباد ( نمائندہ خصوصی ) وفاقی حکومت نے ملک بھر میں ترقیاتی منصو — [703, 1604, 813, 1798]
continuation-tag: بقیہ — [550, 1601, 579, 1621]
court-notice — [819, 344, 931, 427]
article-text: اسلام آباد ( نمائندہ خصوصی ) وفاقی حکومت نے ملک بھر میں ترقیاتی منصوبوں کی تکمیل کیلئے اقدامات تیز کرنے کا فیصلہ کیا ہے جس کے تحت متعلقہ اداروں کو ہدایات جاری کر دی گئی ہیں اجلاس میں صوبائی نمائندوں نے بھی شرکت کی اور عوامی مسائل کے حل کیلئے تجاویز پیش کیں وزیر اعظم نے کہا کہ حکومت عوام کی خدمت کیلئے پرعزم ہے اور تمام وسائل بروئے کار لائے جائیں گے اسلام آباد ( نمائندہ خصوصی ) وفاقی حکومت نے ملک بھر میں ترقیاتی منصوبوں کی تکمیل کیلئے اقدامات تیز کرنے کا فیصلہ کیا ہے جس کے تحت متعلقہ اداروں کو ہدایات جاری کر دی گئی ہیں اجلاس میں صوبائی نمائندوں نے بھی شرکت کی اور عوامی مسائل کے حل کیلئے تجاویز پیش کیں و — [237, 341, 347, 626]
column-4 — [350, 18, 466, 2572]
continuation-header — [3, 2171, 115, 2193]
continuation-header — [468, 1278, 580, 1300]
continuation-header — [585, 1444, 697, 1466]
article-text: اسلام آباد ( نمائندہ خصوصی ) وفاقی حکومت نے ملک بھر میں ترقیاتی منصوبوں کی تکمیل کیلئے اقدامات تیز کرنے کا فیصلہ کیا ہے جس کے تحت متعلقہ اداروں کو ہدایات جاری کر دی گئی ہیں اجلاس میں صوبائی نمائندوں نے بھی شرکت کی اور عوامی مسائل کے حل کیلئے تجاویز پیش کیں وزیر اعظم — [820, 1344, 930, 1469]
article-text: اسلام آباد ( نمائندہ خصوصی ) وفاقی حکومت نے ملک بھر میں ترقیاتی منصوبوں کی تکمیل کیلئے اقدامات تیز کرنے کا فیصلہ کیا ہے جس کے تحت متعلقہ اداروں کو ہدایات جاری کر دی گئی ہیں اجلاس میں صوبائی نمائندوں نے بھی شرکت کی اور عوامی مسائل کے حل کیلئے تجاویز پیش کیں وزیر اعظم نے کہا کہ حکومت عوام کی خدمت کیلئے پرعزم ہے اور تمام وسائل بروئے کار لائے جائیں گے اسلام آباد ( نمائندہ خصوصی ) وفاقی حکومت نے ملک بھر میں ترقیاتی منصوبوں کی تکمیل کیلئے اقدامات تیز کرنے کا — [586, 261, 696, 466]
article-text: اسلام آباد ( نمائندہ خصوصی ) وفاقی حکومت نے ملک بھر میں ترقیاتی منصوبوں کی تکمیل کیلئے اقدامات تیز کرنے کا فیصلہ کیا ہے جس کے تحت متعلقہ اداروں کو ہدایات جاری کر دی گئی ہیں اجلاس میں صوبائی نمائندوں نے بھی شرکت کی اور عوامی مسائل کے حل کیلئے تجاویز پیش کیں وزیر اعظم نے کہا کہ حکومت عوام کی خدمت کیلئے پرعزم ہے اور تمام وسائل بروئے کار لائے جائیں گے اسلام آباد ( نمائندہ خصوصی ) وفاقی حکومت نے ملک بھر میں ترقیاتی منصوبوں کی تکمیل کیلئے اقدامات تیز کرنے کا فیصلہ کیا ہے جس کے تحت متعلقہ اداروں کو ہدایات جاری کر دی گئی ہیں اجلاس میں صوبائی نمائندوں نے بھی شرکت کی اور عوامی مسائل کے حل کیلئے تجاویز پیش کیں و — [469, 1630, 579, 1914]
article-text: اسلام آباد ( نمائندہ خصوصی ) وفاقی حکومت نے ملک بھر میں ترقیاتی منصوبوں کی تکمیل کیلئے اقدامات تیز کرنے کا فیصلہ کیا ہے جس کے تحت متعلقہ اداروں کو ہدایات جاری کر دی گئی ہیں اجلاس میں صوبائی نمائندوں نے بھی شرکت کی اور عوامی مسائل کے حل کیلئے تجاویز پیش کیں وزیر اعظم نے کہا کہ حکومت عوام کی خدمت کیلئے پرعزم ہے اور تمام وسائل بروئے کار لائے جائیں گے اسلام آباد ( نمائندہ خصوصی ) وفاقی حکومت نے ملک بھر میں ترقیاتی منصوبوں کی تکمیل کیلئے اقدامات تیز کرنے کا فیصلہ کیا ہے جس کے تحت متعلقہ اداروں کو ہدایات جاری کر دی گئی ہیں اجلاس میں — [121, 595, 230, 845]
article-text: اسلام آباد ( نمائندہ خصوصی ) وفاقی حکومت نے ملک بھر میں ترقیاتی منصوبوں کی تکمیل کیلئے اقدامات تیز کرنے کا فیصلہ کیا ہے جس کے تحت متعلقہ اداروں کو ہدایات جاری کر دی گئی ہیں اجلاس میں صوبائی نمائندوں نے بھی شرکت کی اور عوامی مسائل کے حل کیلئے تجاویز پیش کیں وزیر اعظم نے کہا کہ حکومت عوام کی خدمت کیلئے پرعزم ہے اور تمام وسائل بروئے کار لائے جائیں گے اسلام آباد ( نمائندہ خصوصی ) وفاقی حکومت نے ملک بھر میں ترقیاتی منصوبوں کی تکمیل کیلئے اقدامات تیز کرنے کا — [586, 1231, 696, 1435]
article-text: اسلام آباد ( نمائندہ خصوصی ) وفاقی حکومت نے ملک بھر میں ترقیاتی منصوبوں کی تکمیل کیلئے اقدامات تیز کرنے کا فیصلہ کیا ہے جس کے تحت متعلقہ اداروں کو ہدایات جاری کر دی گئی ہیں اجلاس میں صوبائی نمائندوں نے بھی شرکت کی اور عوامی مسائل کے حل کیلئے تجاویز پیش کیں وزیر اعظم نے کہا کہ حکومت عوام کی خدمت کیلئے پرعزم ہے اور تمام وسائل بروئے کار لائے جائیں گے اسلام آباد ( نمائندہ خصوصی ) وفاقی حکومت نے ملک بھر میں ترقیاتی منصوبوں کی تکمیل کیلئے اقدامات تیز کرنے کا فیصلہ کیا ہے جس کے تحت متعلقہ اداروں کو ہدایات جاری کر دی گئی ہیں اجلاس میں صوبائی نمائندوں نے بھی شرکت کی اور عوامی مسائل کے حل کیلئے تجاویز پیش کیں و — [237, 20, 347, 304]
article-text: اسلام آباد ( نمائندہ خصوصی ) وفاقی حکومت نے ملک بھر میں ترقیاتی منصوبوں کی تکمیل کیلئے اقدامات تیز کرنے کا فیصلہ کیا ہے جس کے تحت متعلقہ اداروں کو ہدایات جاری کر دی گئی ہیں اجلاس میں صوبائی نمائندوں نے بھی شرکت کی اور عوامی مسائل کے حل کیلئے تجاویز پیش کیں وزیر اعظم نے کہا کہ حکومت عوام کی خدمت کیلئے پرعزم ہے اور تمام وسائل بروئے کار لائے جائیں گے اسلام آباد ( نمائندہ خصوصی ) وفاقی حکومت نے ملک بھر میں ترقیاتی منصو — [703, 1373, 813, 1567]
continuation-title: سینیٹ ملک — [853, 1642, 901, 1661]
continuation-header — [236, 312, 348, 334]
continuation-number: 49 — [121, 1143, 154, 1162]
article-text: اسلام آباد ( نمائندہ خصوصی ) وفاقی حکومت نے ملک بھر میں ترقیاتی منصوبوں کی تکمیل کیلئے اقدامات تیز کرنے کا فیصلہ کیا ہے جس کے تحت متعلقہ اداروں کو ہدایات جاری کر دی گئی ہیں اجلاس میں صوبائی نمائندوں نے بھی شرکت کی اور عوامی مسائل کے حل کیلئے تجاویز پیش کیں وزیر اعظم نے کہا کہ حکومت عوام کی خدمت کیلئے پرعزم ہے اور تمام وسائل بروئے کار لائے جائیں گے اسلام آباد ( نمائندہ خصوصی ) وفاقی حکومت نے ملک بھر میں ترقیاتی منصوبوں کی تکمیل کیلئے اقدامات تیز کرنے کا فیصلہ کیا ہے جس کے تحت متعلقہ اداروں کو ہدایات جاری کر دی گئی ہیں اجلاس میں صوبائی نمائندوں نے بھی شرکت کی اور عوامی مسائل کے حل کیلئے تجاویز پیش کیں و — [237, 1308, 347, 1592]
article-text: اسلام آباد ( نمائندہ خصوصی ) وفاقی حکومت نے ملک بھر میں ترقیاتی منصوبوں کی تکمیل کیلئے اقدامات تیز کرنے کا فیصلہ کیا ہے جس کے تحت متعلقہ اداروں کو ہدایات جاری کر دی گئی ہیں اجلاس میں صوبائی نمائندوں نے بھی شرکت کی اور عوامی مسائل کے حل کیلئے تجاویز پیش کیں وزیر اعظم نے کہا کہ حکومت عوام کی خدمت کیلئے پرعزم ہے اور تمام وسائل بروئے کار لائے جائیں گے اسلام آباد ( نمائندہ خصوصی ) وفاقی حکومت نے ملک بھر میں ترقیاتی منصوبوں کی تکمیل کیلئے اقدامات تیز کرنے کا — [4, 504, 114, 708]
ads-rates — [705, 73, 928, 84]
continuation-tag: بقیہ — [433, 1718, 463, 1738]
continuation-tag: بقیہ — [667, 1445, 696, 1465]
court-heading: بعدالت جناب محترم ڈسٹرکٹ جج — [825, 347, 925, 373]
article-text: اسلام آباد ( نمائندہ خصوصی ) وفاقی حکومت نے ملک بھر میں ترقیاتی منصوبوں کی تکمیل کیلئے اقدامات تیز کرنے کا فیصلہ کیا ہے جس کے تحت متعلقہ اداروں کو ہدایات جاری کر دی گئی ہیں اجلاس میں صوبائی نمائندوں نے بھی شرکت کی اور عوامی مسائل کے حل کیلئے تجاویز پیش کیں وزیر اعظم نے کہا کہ حکومت عوام کی خدمت کیلئے پرعزم ہے اور تمام وسائل بروئے کار لائے جائیں گے اسلام آباد ( نمائندہ خصوصی ) وفاقی حکومت نے ملک بھر میں ترقیاتی منصوبوں کی تکمیل کیلئے اقدامات تیز کرنے کا فیصلہ کیا ہے جس کے تحت متعلقہ اداروں کو ہدایات جاری کر دی گئی ہیں اجلاس میں صوبائی نمائندوں نے بھی شرکت کی اور عوامی مسائل کے حل کیلئے تجاویز پیش کیں و — [237, 663, 347, 947]
continuation-header — [468, 635, 580, 656]
article-text: اسلام آباد ( نمائندہ خصوصی ) وفاقی حکومت نے ملک بھر میں ترقیاتی منصوبوں کی تکمیل کیلئے اقدامات تیز کرنے کا فیصلہ کیا ہے جس کے تحت متعلقہ اداروں کو ہدایات جاری کر دی گئی ہیں اجلاس میں صوبائی نمائندوں نے بھی شرکت کی اور عوامی مسائل کے حل کیلئے تجاویز پیش کیں وزیر اعظم نے کہا کہ حکومت عوام کی خدمت کیلئے پرعزم ہے اور تمام وسائل بروئے کار لائے جائیں گے اسلام آباد ( نمائندہ خصوصی ) وفاقی حکومت نے ملک بھر میں ترقیاتی منصوبوں کی تکمیل کیلئے اقدامات تیز کرنے کا فیصلہ کیا ہے جس کے تحت متعلقہ اداروں کو ہدایات جاری کر دی گئی ہیں اجلاس میں — [121, 2035, 230, 2284]
article-text: اسلام آباد ( نمائندہ خصوصی ) وفاقی حکومت نے ملک بھر میں ترقیاتی منصوبوں کی تکمیل کیلئے اقدامات تیز کرنے کا فیصلہ کیا ہے جس کے تحت متعلقہ اداروں کو ہدایات جاری کر دی گئی ہیں اجلاس میں صوبائی نمائندوں نے بھی شرکت کی اور عوامی مسائل کے حل کیلئے تجاویز پیش کیں وزیر اعظم نے کہا کہ حکومت عوام کی خدمت کیلئے پرعزم ہے اور تمام وسائل بروئے کار لائے جائیں گے اسلام آباد ( نمائندہ خصوصی ) وفاقی حکومت نے ملک بھر میں ترقیاتی منصوبوں کی تکمیل کیلئے اقدامات تیز کرنے کا — [586, 747, 696, 951]
column-3 — [233, 18, 350, 2558]
continuation-header — [236, 1923, 348, 1944]
continuation-title: فیصل حکیم — [853, 991, 901, 1011]
article-text: اسلام آباد ( نمائندہ خصوصی ) وفاقی حکومت نے ملک بھر میں ترقیاتی منصوبوں کی تکمیل کیلئے اقدامات تیز کرنے کا فیصلہ کیا ہے جس کے تحت متعلقہ اداروں کو ہدایات جاری کر دی گئی ہیں اجلاس میں صوبائی نمائندوں نے بھی شرکت کی اور عوامی مسائل کے حل کیلئے تجاویز پیش کیں وزیر اعظم نے کہا کہ حکومت عوام کی خدمت کیلئے پرعزم ہے اور تمام وسائل بروئے کار لائے جائیں گے اسلام آباد ( نمائندہ خصوصی ) وفاقی حکومت نے ملک بھر میں ترقیاتی منصوبوں کی تکمیل کیلئے اقدامات تیز کرنے کا فیصلہ کیا ہے جس کے تحت متعلقہ اداروں کو ہدایات جاری کر دی گئی ہیں اجلاس میں — [121, 1459, 230, 1708]
continuation-tag: بقیہ — [317, 1924, 347, 1943]
continuation-header — [702, 1576, 814, 1597]
article-text: اسلام آباد ( نمائندہ خصوصی ) وفاقی حکومت نے ملک بھر میں ترقیاتی منصوبوں کی تکمیل کیلئے اقدامات تیز کرنے کا فیصلہ کیا ہے جس کے تحت متعلقہ اداروں کو ہدایات جاری کر دی گئی ہیں اجلاس میں صوبائی نمائندوں نے بھی شرکت کی اور عوامی مسائل کے حل کیلئے تجاویز پیش کیں وزیر اعظم نے کہا کہ حکومت عوام کی خدمت کیلئے پرعزم ہے اور تمام وسائل بروئے کار لائے جائیں گے اسلام آباد ( نمائندہ خصوصی ) وفاقی حکومت نے ملک بھر میں ترقیاتی منصوبوں کی تکمیل کیلئے اقدامات تیز کرنے کا — [4, 747, 114, 951]
continuation-number: 43 — [237, 1601, 270, 1621]
continuation-title: روم کے جارسہ — [37, 234, 84, 253]
continuation-tag: بقیہ — [550, 958, 579, 978]
article-text: اسلام آباد ( نمائندہ خصوصی ) وفاقی حکومت نے ملک بھر میں ترقیاتی منصوبوں کی تکمیل کیلئے اقدامات تیز کرنے کا فیصلہ کیا ہے جس کے تحت متعلقہ اداروں کو ہدایات جاری کر دی گئی ہیں اجلاس میں صوبائی نمائندوں نے بھی شرکت کی اور عوامی مسائل کے حل کیلئے تجاویز پیش کیں وزیر اعظم نے کہا کہ حکومت عوام کی خدمت کیلئے پرعزم ہے اور تمام وسائل بروئے کار لائے جائیں گے اسلام آباد ( نمائندہ خصوصی ) وفاقی حکومت نے ملک بھر میں ترقیاتی منصوبوں کی تکمیل کیلئے اقدامات تیز کرنے کا فیصلہ کیا ہے جس کے تحت متعلقہ اداروں کو ہدایات جاری کر دی گئی ہیں اجلاس میں صوبائی نمائندوں نے بھی شرکت کی اور عوامی مسائل کے حل کیلئے تجاویز پیش کیں و — [237, 1952, 347, 2236]
continuation-title: شازیہ اعوان — [387, 2295, 433, 2315]
continuation-tag: بقیہ — [784, 1808, 813, 1827]
continuation-header — [353, 278, 464, 300]
continuation-title: وزیراعظم — [384, 1143, 435, 1162]
continuation-title: سلمان رفیق — [503, 636, 550, 655]
article-text: اسلام آباد ( نمائندہ خصوصی ) وفاقی حکومت نے ملک بھر میں ترقیاتی منصوبوں کی تکمیل کیلئے اقدامات تیز کرنے کا فیصلہ کیا ہے جس کے تحت متعلقہ اداروں کو ہدایات جاری کر دی گئی ہیں اجلاس میں صوبائی نمائندوں نے بھی شرکت کی اور عوامی مسائل کے حل کیلئے تجاویز پیش کیں وزیر اعظم — [820, 1669, 930, 1794]
article-text: اسلام آباد ( نمائندہ خصوصی ) وفاقی حکومت نے ملک بھر میں ترقیاتی منصوبوں کی تکمیل کیلئے اقدامات تیز کرنے کا فیصلہ کیا ہے جس کے تحت متعلقہ اداروں کو ہدایات جاری کر دی گئی ہیں اجلاس میں صوبائی نمائندوں نے بھی شرکت کی اور عوامی مسائل کے حل کیلئے تجاویز پیش کیں وزیر اعظم نے کہا کہ حکومت عوام کی خدمت کیلئے پرعزم ہے اور تمام وسائل بروئے کار لائے جائیں گے اسلام آباد ( نمائندہ خصوصی ) وفاقی حکومت نے ملک بھر میں ترقیاتی منصوبوں کی تکمیل کیلئے اقدامات تیز کرنے کا فیصلہ کیا ہے جس کے تحت متعلقہ اداروں کو ہدایات جاری کر دی گئی ہیں اجلاس میں — [354, 883, 463, 1133]
continuation-title: کلیم الدین — [620, 2172, 667, 2192]
ads-subheading: شرائط اشتہارات — [703, 49, 930, 70]
continuation-tag: بقیہ — [901, 666, 930, 686]
continuation-number: 45 — [237, 2246, 270, 2266]
continuation-tag: بقیہ — [317, 1279, 347, 1299]
continuation-header — [702, 1345, 814, 1367]
court-heading: عدالت جناب محترم سول جج — [826, 435, 924, 462]
continuation-number: 34 — [354, 1143, 384, 1162]
continuation-header — [353, 566, 464, 588]
continuation-number: 36 — [354, 1718, 387, 1738]
continuation-title: فیصل چیمہ — [737, 421, 784, 441]
continuation-header — [819, 665, 931, 687]
article-text: اسلام آباد ( نمائندہ خصوصی ) وفاقی حکومت نے ملک بھر میں ترقیاتی منصوبوں کی تکمیل کیلئے اقدامات تیز کرنے کا فیصلہ کیا ہے جس کے تحت متعلقہ اداروں کو ہدایات جاری کر دی گئی ہیں اجلاس میں صوبائی نمائندوں نے بھی شرکت کی اور عوامی مسائل کے حل کیلئے تجاویز پیش کیں وزیر اعظم نے کہا کہ حکومت عوام کی خدمت کیلئے پرعزم ہے اور تمام وسائل بروئے کار لائے جائیں گے اسلام آباد ( نمائندہ خصوصی ) وفاقی حکومت نے ملک بھر میں ترقیاتی منصوبوں کی تکمیل کیلئے اقدامات تیز کرنے کا فیصلہ کیا ہے جس کے تحت متعلقہ اداروں کو ہدایات جاری کر دی گئی ہیں اجلاس میں — [121, 2323, 230, 2572]
continuation-number: 61 — [4, 1931, 37, 1950]
continuation-number: 39 — [237, 313, 270, 333]
continuation-title: فواد الحق — [270, 313, 317, 333]
ads-email: Email:dailypakistanadd@gmail.com — [703, 198, 930, 214]
continuation-number: 60 — [4, 1688, 37, 1708]
continuation-header — [3, 1444, 115, 1466]
ads-booking — [707, 125, 926, 152]
continuation-header — [468, 957, 580, 979]
continuation-header — [3, 1930, 115, 1951]
continuation-header — [585, 960, 697, 981]
column-6 — [582, 18, 699, 2405]
continuation-title: احمد حسین — [154, 1430, 200, 1450]
